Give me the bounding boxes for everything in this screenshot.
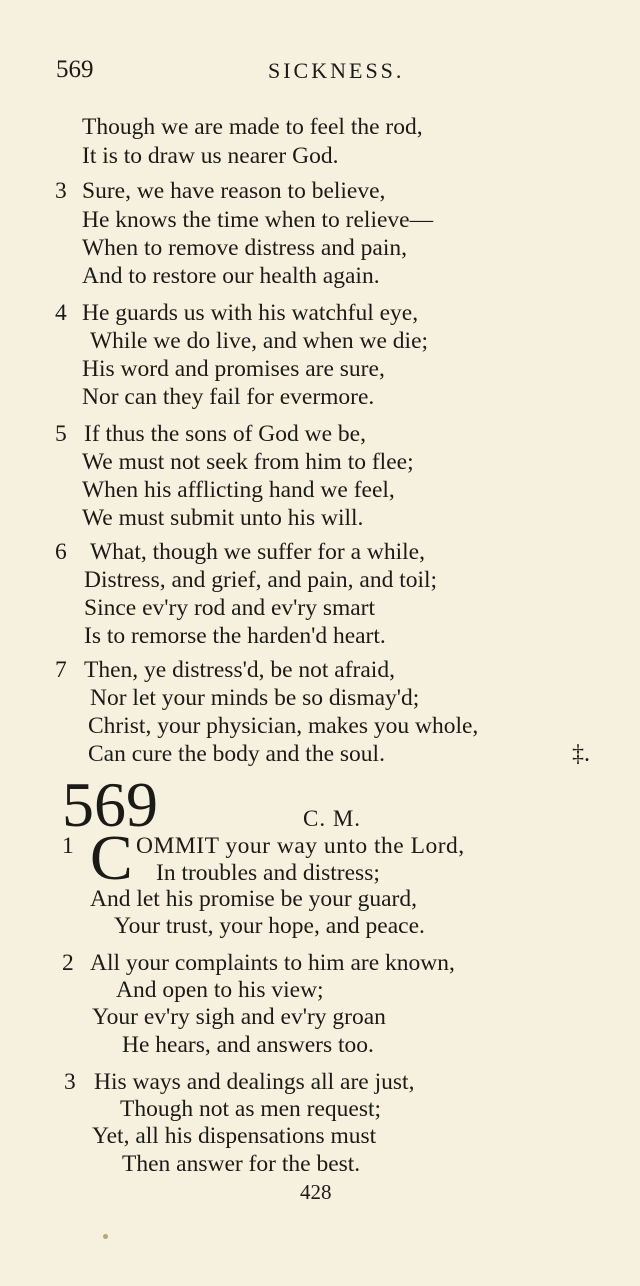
- stanza-line: We must not seek from him to flee;: [82, 449, 414, 475]
- continuation-line: Though we are made to feel the rod,: [82, 114, 423, 140]
- stanza-line: In troubles and distress;: [156, 860, 380, 886]
- stanza-line: Nor can they fail for evermore.: [82, 384, 375, 410]
- stanza-line: Sure, we have reason to believe,: [82, 178, 386, 204]
- stanza-line: Is to remorse the harden'd heart.: [84, 623, 386, 649]
- stanza-line: Then, ye distress'd, be not afraid,: [84, 657, 395, 683]
- stanza-line: He knows the time when to relieve—: [82, 207, 434, 233]
- header-title: SICKNESS.: [268, 58, 405, 83]
- stanza-line: When his afflicting hand we feel,: [82, 477, 395, 503]
- stanza-line: And to restore our health again.: [82, 263, 380, 289]
- footer-page-number: 428: [300, 1180, 332, 1204]
- end-mark: ‡.: [572, 741, 590, 767]
- stanza-line: Christ, your physician, makes you whole,: [88, 713, 479, 739]
- stanza-number: 5: [55, 421, 67, 447]
- stanza-line: Though not as men request;: [120, 1096, 382, 1122]
- hymn-number: 569: [62, 769, 158, 840]
- stanza-number: 7: [55, 657, 67, 683]
- paper-speck: [103, 1234, 108, 1239]
- stanza-line: While we do live, and when we die;: [90, 328, 429, 354]
- stanza-number: 3: [64, 1069, 76, 1095]
- stanza-line: If thus the sons of God we be,: [84, 421, 366, 447]
- stanza-number: 6: [55, 539, 67, 565]
- stanza-line: He hears, and answers too.: [122, 1032, 374, 1058]
- hymn-meter: C. M.: [303, 806, 362, 831]
- stanza-line: His ways and dealings all are just,: [94, 1069, 415, 1095]
- stanza-line: We must submit unto his will.: [82, 505, 364, 531]
- stanza-line: Distress, and grief, and pain, and toil;: [84, 567, 438, 593]
- stanza-line: And open to his view;: [116, 977, 324, 1003]
- stanza-line: Then answer for the best.: [122, 1151, 361, 1177]
- stanza-line: Yet, all his dispensations must: [92, 1123, 377, 1149]
- stanza-line: OMMIT your way unto the Lord,: [136, 833, 465, 859]
- stanza-number: 1: [62, 833, 74, 859]
- stanza-line: When to remove distress and pain,: [82, 235, 407, 261]
- stanza-line: His word and promises are sure,: [82, 356, 385, 382]
- stanza-number: 3: [55, 178, 67, 204]
- stanza-number: 2: [62, 950, 74, 976]
- header-page-number: 569: [56, 56, 94, 83]
- stanza-line: All your complaints to him are known,: [90, 950, 455, 976]
- continuation-line: It is to draw us nearer God.: [82, 143, 339, 169]
- stanza-line: What, though we suffer for a while,: [90, 539, 425, 565]
- drop-cap: C: [90, 822, 133, 893]
- stanza-line: Your trust, your hope, and peace.: [114, 913, 425, 939]
- stanza-line: Can cure the body and the soul.: [88, 741, 385, 767]
- stanza-line: And let his promise be your guard,: [90, 886, 417, 912]
- stanza-line: Nor let your minds be so dismay'd;: [90, 685, 420, 711]
- stanza-number: 4: [55, 300, 67, 326]
- stanza-line: Since ev'ry rod and ev'ry smart: [84, 595, 376, 621]
- stanza-line: He guards us with his watchful eye,: [82, 300, 419, 326]
- stanza-line: Your ev'ry sigh and ev'ry groan: [92, 1004, 386, 1030]
